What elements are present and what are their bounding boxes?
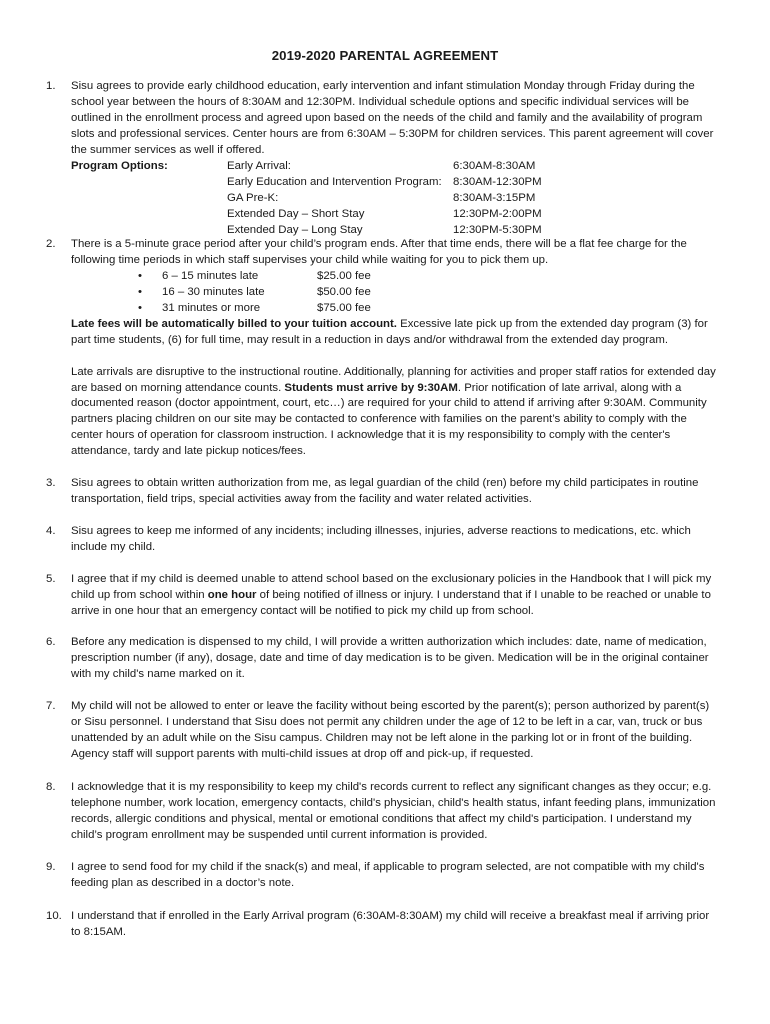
item-number: 3. <box>46 477 56 489</box>
bullet-icon: • <box>138 285 142 298</box>
late-arrival-text-cont: . Prior notification of late arrival, along with a documented reason (doctor appointment, court, etc…) are required for your child to attend if arriving after 9:30AM. Community partners placing children on our site may be contacted to conference with families on the parent’s ability to comply with the center hours of operation for classroom instruction. I acknowledge that it is my responsibility to comply with the center's attendance, tardy and late pickup notices/fees. <box>71 381 707 458</box>
late-arrival-paragraph <box>71 365 717 460</box>
late-fee-amount: $25.00 fee <box>317 269 371 282</box>
program-option-time: 8:30AM-3:15PM <box>453 191 536 204</box>
bullet-icon: • <box>138 301 142 314</box>
item-number: 6. <box>46 636 56 648</box>
program-option-name: Early Arrival: <box>227 159 291 172</box>
item-text <box>71 572 717 620</box>
agreement-item-10 <box>46 909 717 941</box>
bullet-icon: • <box>138 269 142 282</box>
late-fee-amount: $75.00 fee <box>317 301 371 314</box>
item-text: I agree to send food for my child if the snack(s) and meal, if applicable to program selected, are not compatible with my child's feeding plan as described in a doctor’s note. <box>71 861 705 889</box>
item-number: 4. <box>46 525 56 537</box>
program-option-row <box>71 159 717 175</box>
item-text-part: of being notified of illness or injury. I understand that if I unable to be reached or unable to arrive in one hour that an emergency contact will be notified to pick my child up from school. <box>71 588 711 617</box>
agreement-item-8 <box>46 780 717 844</box>
program-option-row <box>71 191 717 207</box>
item-text: My child will not be allowed to enter or leave the facility without being escorted by the parent(s); person authorized by parent(s) or Sisu personnel. I understand that Sisu does not permit any children under the age of 12 to be left in a car, van, truck or bus unattended by an adult while on the Sisu campus. Children may not be left alone in the parking lot or in front of the building. Agency staff will support parents with multi-child issues at drop off and pick-up, if requested. <box>71 700 710 760</box>
late-arrival-text: Late arrivals are disruptive to the instructional routine. Additionally, planning for activities and proper staff ratios for extended day are based on morning attendance counts. <box>71 365 716 394</box>
arrival-deadline-notice: Students must arrive by 9:30AM <box>284 381 458 394</box>
one-hour-emphasis: one hour <box>207 588 257 601</box>
item-number: 9. <box>46 861 56 873</box>
program-option-time: 12:30PM-5:30PM <box>453 223 542 236</box>
item-text: There is a 5-minute grace period after your child’s program ends. After that time ends, there will be a flat fee charge for the following time periods in which staff supervises your child while waiting for you to pick them up. <box>71 238 687 266</box>
late-fee-bold-notice: Late fees will be automatically billed to your tuition account. <box>71 317 397 330</box>
item-text: I acknowledge that it is my responsibility to keep my child's records current to reflect any significant changes as they occur; e.g. telephone number, work location, emergency contacts, child's physician, child's health status, infant feeding plans, immunization records, allergic conditions and physical, mental or emotional conditions that affect my child's participation. I understand my child’s program enrollment may be suspended until current information is provided. <box>71 781 716 841</box>
program-option-name: Extended Day – Short Stay <box>227 207 365 220</box>
agreement-item-9 <box>46 860 717 892</box>
item-number: 8. <box>46 781 56 793</box>
item-number: 1. <box>46 80 56 92</box>
agreement-item-6 <box>46 635 717 683</box>
program-option-time: 6:30AM-8:30AM <box>453 159 536 172</box>
program-option-name: Extended Day – Long Stay <box>227 223 363 236</box>
item-text-part: I agree that if my child is deemed unable to attend school based on the exclusionary policies in the Handbook that I will pick my child up from school within <box>71 573 712 601</box>
late-fee-paragraph <box>71 317 717 349</box>
program-option-row <box>71 207 717 223</box>
agreement-item-1 <box>46 79 717 239</box>
item-text: I understand that if enrolled in the Early Arrival program (6:30AM-8:30AM) my child will receive a breakfast meal if arriving prior to 8:15AM. <box>71 910 710 938</box>
item-number: 5. <box>46 573 56 585</box>
item-text: Sisu agrees to provide early childhood education, early intervention and infant stimulation Monday through Friday during the school year between the hours of 8:30AM and 12:30PM. Individual schedule options and specific individual services will be outlined in the enrollment process and agreed upon based on the needs of the child and family and the availability of program slots and professional services. Center hours are from 6:30AM – 5:30PM for children services. This parent agreement will cover the summer services as well if offered. <box>71 80 714 156</box>
late-fee-row <box>71 301 717 317</box>
late-fee-amount: $50.00 fee <box>317 285 371 298</box>
program-option-name: Early Education and Intervention Program: <box>227 175 442 188</box>
program-option-row <box>71 175 717 191</box>
item-number: 10. <box>46 910 62 922</box>
item-text: Sisu agrees to keep me informed of any incidents; including illnesses, injuries, adverse reactions to medications, etc. which include my child. <box>71 525 691 553</box>
late-fee-row <box>71 269 717 285</box>
item-number: 7. <box>46 700 56 712</box>
program-option-name: GA Pre-K: <box>227 191 279 204</box>
item-text: Before any medication is dispensed to my child, I will provide a written authorization which includes: date, name of medication, prescription number (if any), dosage, date and time of day medication is to be given. Medication will be in the original container with my child's name marked on it. <box>71 636 709 680</box>
item-number: 2. <box>46 238 56 250</box>
late-fee-row <box>71 285 717 301</box>
page-title: 2019-2020 PARENTAL AGREEMENT <box>271 48 499 63</box>
program-option-time: 8:30AM-12:30PM <box>453 175 542 188</box>
late-fee-text: Excessive late pick up from the extended day program (3) for part time students, (6) for full time, may result in a reduction in days and/or withdrawal from the extended day program. <box>71 317 708 346</box>
agreement-item-3 <box>46 476 717 508</box>
agreement-item-2 <box>46 237 717 460</box>
late-fee-period: 16 – 30 minutes late <box>162 285 265 298</box>
agreement-item-4 <box>46 524 717 556</box>
item-text: Sisu agrees to obtain written authorization from me, as legal guardian of the child (ren) before my child participates in routine transportation, field trips, special activities away from the facility and water related activities. <box>71 477 699 505</box>
program-options-label: Program Options: <box>71 159 168 172</box>
program-option-time: 12:30PM-2:00PM <box>453 207 542 220</box>
agreement-item-7 <box>46 699 717 763</box>
late-fee-period: 6 – 15 minutes late <box>162 269 259 282</box>
program-options-table <box>71 159 717 239</box>
late-fee-list <box>71 269 717 317</box>
agreement-item-5 <box>46 572 717 620</box>
late-fee-period: 31 minutes or more <box>162 301 261 314</box>
